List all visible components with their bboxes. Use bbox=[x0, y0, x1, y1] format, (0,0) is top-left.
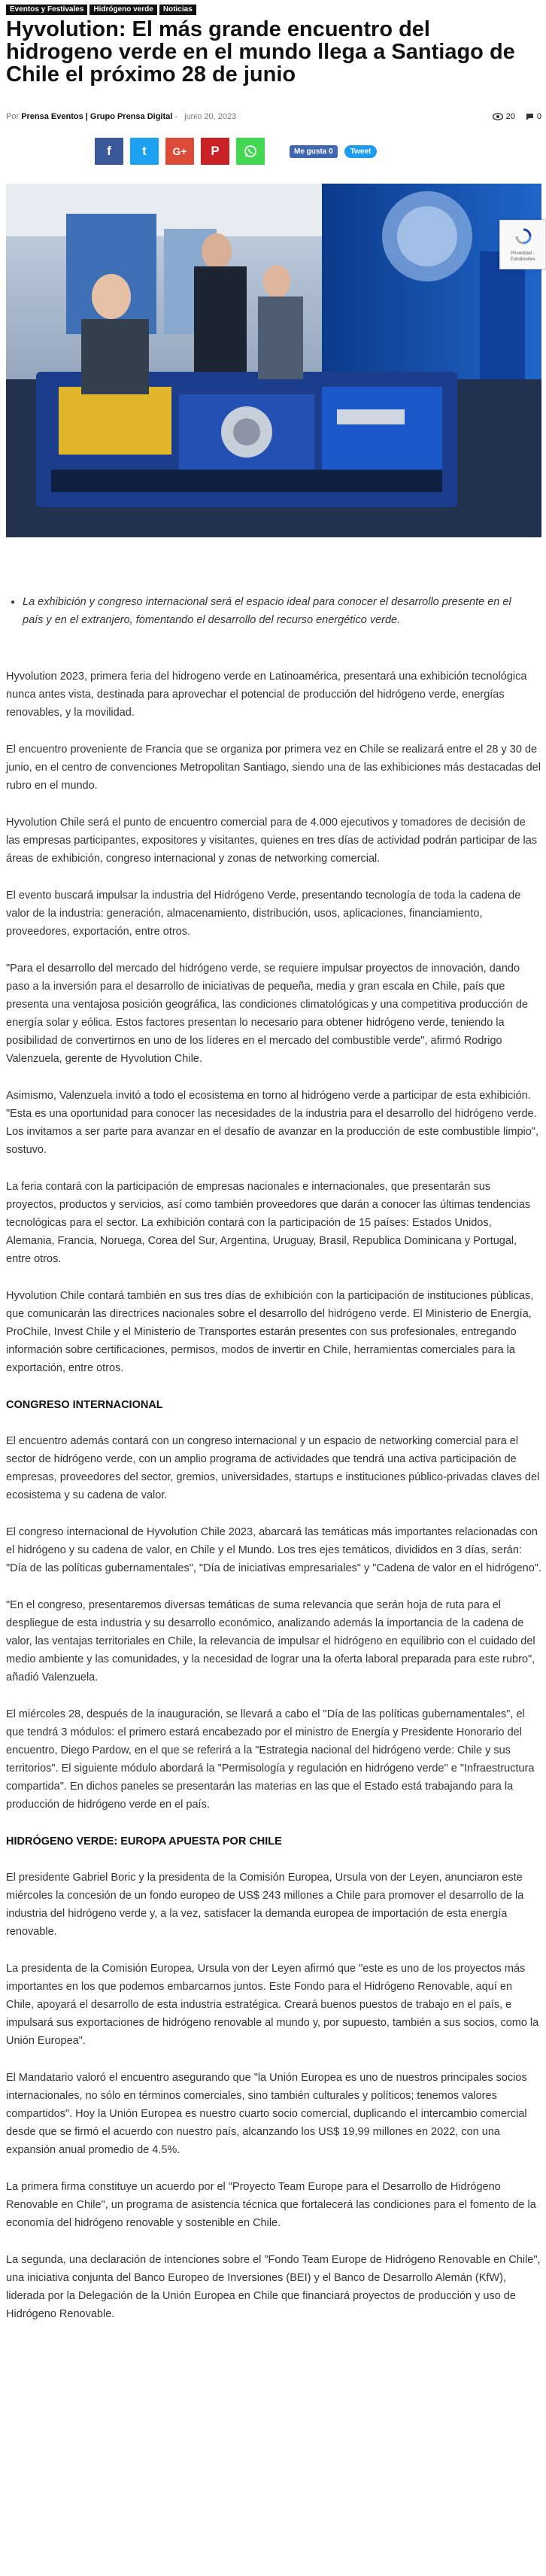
lead-bullet: • La exhibición y congreso internacional será el espacio ideal para conocer el desarrollo presente en el país y en el extranjero, fomentando el desarrollo del recurso energético verde. bbox=[23, 593, 525, 629]
pinterest-share-button[interactable] bbox=[201, 138, 229, 165]
body-paragraph: El encuentro además contará con un congreso internacional y un espacio de networking comercial para el sector de hidrógeno verde, con un amplio programa de actividades que tendrá una activa participación de empresas, proveedores del sector, gremios, universidades, startups e instituciones público-privadas claves del ecosistema y su cadena de valor. bbox=[6, 1435, 540, 1501]
share-bar bbox=[95, 138, 377, 165]
category-tags bbox=[6, 5, 196, 15]
body-paragraph: El miércoles 28, después de la inauguración, se llevará a cabo el "Día de las políticas gubernamentales", el que tendrá 3 módulos: el primero estará encabezado por el ministro de Energía y Presidente Honorario del encuentro, Diego Pardow, en el que se referirá a la "Estrategia nacional del hidrógeno verde: Chile y sus territorios". El siguiente módulo abordará la "Permisología y regulación en hidrógeno verde" e "Infraestructura compartida". En dichos paneles se presentarán las materias en las que el Estado está trabajando para la producción de hidrógeno verde en el país. bbox=[6, 1708, 535, 1811]
tag-eventos[interactable]: Eventos y Festivales bbox=[6, 5, 87, 15]
facebook-like-button[interactable]: Me gusta 0 bbox=[290, 145, 338, 158]
meta-counters bbox=[493, 112, 541, 121]
publish-date: junio 20, 2023 bbox=[184, 112, 237, 121]
body-paragraph: La primera firma constituye un acuerdo por el "Proyecto Team Europe para el Desarrollo de Hidrógeno Renovable en Chile", un programa de asistencia técnica que fortalecerá las condiciones para el fomento de la economía del hidrógeno renovable y sostenible en Chile. bbox=[6, 2181, 536, 2229]
views-counter bbox=[493, 112, 515, 121]
twitter-icon: t bbox=[142, 144, 147, 158]
recaptcha-icon bbox=[515, 228, 532, 245]
tweet-button[interactable]: Tweet bbox=[344, 145, 378, 158]
body-paragraph: "En el congreso, presentaremos diversas temáticas de suma relevancia que serán hoja de ruta para el despliegue de esta industria y su desarrollo económico, analizando además la importancia de la cadena de valor, las ventajas territoriales en Chile, la relevancia de impulsar el hidrógeno en equilibrio con el cuidado del medio ambiente y las comunidades, y la necesidad de lograr una la oferta laboral preparada para este rubro", añadió Valenzuela. bbox=[6, 1599, 535, 1683]
body-paragraph: Hyvolution 2023, primera feria del hidrogeno verde en Latinoamérica, presentará una exhibición tecnológica nunca antes vista, destinada para aprovechar el potencial de producción del hidrógeno verde, energías renovables, y la movilidad. bbox=[6, 671, 527, 719]
hero-photo-illustration bbox=[6, 184, 541, 537]
article-meta bbox=[6, 112, 541, 121]
hero-image bbox=[6, 184, 541, 537]
comment-icon bbox=[526, 113, 534, 121]
article-title: Hyvolution: El más grande encuentro del hidrogeno verde en el mundo llega a Santiago de Chile el próximo 28 de junio bbox=[6, 17, 515, 87]
comments-counter[interactable] bbox=[526, 112, 541, 121]
twitter-share-button[interactable] bbox=[130, 138, 159, 165]
article-body bbox=[6, 668, 541, 2342]
facebook-share-button[interactable] bbox=[95, 138, 123, 165]
eye-icon bbox=[493, 113, 503, 120]
pinterest-icon: P bbox=[211, 144, 220, 158]
facebook-icon: f bbox=[107, 144, 111, 158]
body-paragraph: Asimismo, Valenzuela invitó a todo el ecosistema en torno al hidrógeno verde a participar de esta exhibición. "Esta es una oportunidad para conocer las necesidades de la industria para el desarrollo del hidrógeno verde. Los invitamos a ser parte para avanzar en el desafío de avanzar en la producción de este combustible limpio", sostuvo. bbox=[6, 1090, 538, 1156]
section-heading: CONGRESO INTERNACIONAL bbox=[6, 1399, 163, 1411]
body-paragraph: La presidenta de la Comisión Europea, Ursula von der Leyen afirmó que "este es uno de los proyectos más importantes en los que podemos embarcarnos juntos. Este Fondo para el Hidrógeno Renovable, aquí en Chile, apoyará el desarrollo de esta industria estratégica. Creará buenos puestos de trabajo en el país, e impulsará sus exportaciones de hidrógeno renovable al mundo y, por supuesto, también a sus socios, como la Unión Europea". bbox=[6, 1963, 539, 2047]
body-paragraph: El presidente Gabriel Boric y la presidenta de la Comisión Europea, Ursula von der Leyen, anunciaron este miércoles la concesión de un fondo europeo de US$ 243 millones a Chile para promover el desarrollo de la industria del hidrógeno verde y, a la vez, satisfacer la demanda europea de importación de esta energía renovable. bbox=[6, 1872, 524, 1938]
googleplus-share-button[interactable] bbox=[165, 138, 194, 165]
body-paragraph: La segunda, una declaración de intenciones sobre el "Fondo Team Europe de Hidrógeno Renovable en Chile", una iniciativa conjunta del Banco Europeo de Inversiones (BEI) y el Banco de Desarrollo Alemán (KfW), liderada por la Delegación de la Unión Europea en Chile que financiará proyectos de producción y uso de Hidrógeno Renovable. bbox=[6, 2254, 541, 2320]
body-paragraph: El congreso internacional de Hyvolution Chile 2023, abarcará las temáticas más importantes relacionadas con el hidrógeno y su cadena de valor, en Chile y el Mundo. Los tres ejes temáticos, divididos en 3 días, serán: "Día de las políticas gubernamentales", "Día de iniciativas empresariales" y "Cadena de valor en el hidrógeno". bbox=[6, 1526, 541, 1574]
googleplus-icon: G+ bbox=[172, 145, 187, 157]
meta-separator: - bbox=[174, 112, 180, 121]
recaptcha-badge[interactable] bbox=[499, 220, 546, 269]
body-paragraph: El Mandatario valoró el encuentro asegurando que "la Unión Europea es uno de nuestros principales socios internacionales, no sólo en términos comerciales, sino también culturales y políticos; tenemos valores compartidos". Hoy la Unión Europea es nuestro cuarto socio comercial, duplicando el intercambio comercial desde que se firmó el acuerdo con nuestro país, alcanzando los US$ 19,99 millones en 2022, con una expansión anual promedio de 4.5%. bbox=[6, 2072, 527, 2156]
comments-count: 0 bbox=[536, 112, 541, 121]
body-paragraph: Hyvolution Chile contará también en sus tres días de exhibición con la participación de instituciones públicas, que comunicarán las directrices nacionales sobre el desarrollo del hidrógeno verde. El Ministerio de Energía, ProChile, Invest Chile y el Ministerio de Transportes estarán presentes con sus profesionales, entregando información sobre certificaciones, permisos, modos de invertir en Chile, herramientas comerciales para la exportación, entre otros. bbox=[6, 1290, 534, 1374]
whatsapp-share-button[interactable] bbox=[236, 138, 265, 165]
lead-summary bbox=[6, 593, 525, 629]
whatsapp-icon bbox=[244, 144, 257, 158]
body-paragraph: El encuentro proveniente de Francia que se organiza por primera vez en Chile se realizará entre el 28 y 30 de junio, en el centro de convenciones Metropolitan Santiago, siendo una de las exhibiciones más destacadas del rubro en el mundo. bbox=[6, 744, 541, 792]
recaptcha-text: Privacidad - Condiciones bbox=[510, 251, 535, 262]
section-heading: HIDRÓGENO VERDE: EUROPA APUESTA POR CHILE bbox=[6, 1835, 282, 1848]
by-label: Por bbox=[6, 112, 20, 121]
tag-noticias[interactable]: Noticias bbox=[159, 5, 196, 15]
body-paragraph: La feria contará con la participación de empresas nacionales e internacionales, que presentarán sus proyectos, productos y servicios, así como también proveedores que darán a conocer las últimas tendencias tecnológicas para el sector. La exhibición contará con la participación de 15 países: Estados Unidos, Alemania, Francia, Noruega, Corea del Sur, Argentina, Uruguay, Brasil, Republica Dominicana y Portugal, entre otros. bbox=[6, 1181, 531, 1265]
tag-hidrogeno[interactable]: Hidrógeno verde bbox=[89, 5, 156, 15]
body-paragraph: "Para el desarrollo del mercado del hidrógeno verde, se requiere impulsar proyectos de innovación, dando paso a la inversión para el desarrollo de iniciativas de pequeña, media y gran escala en Chile, país que presenta una ventajosa posición geográfica, las condiciones climatológicas y una competitiva producción de energía solar y eólica. Estos factores presentan lo necesario para obtener hidrógeno verde, teniendo la posibilidad de convertirnos en uno de los líderes en el mercado del combustible verde", afirmó Rodrigo Valenzuela, gerente de Hyvolution Chile. bbox=[6, 963, 528, 1065]
body-paragraph: Hyvolution Chile será el punto de encuentro comercial para de 4.000 ejecutivos y tomadores de decisión de las empresas participantes, expositores y visitantes, quienes en tres días de actividad podrán participar de las áreas de exhibición, congreso internacional y zonas de networking comercial. bbox=[6, 817, 538, 865]
views-count: 20 bbox=[505, 112, 515, 121]
body-paragraph: El evento buscará impulsar la industria del Hidrógeno Verde, presentando tecnología de toda la cadena de valor de la industria: generación, almacenamiento, distribución, usos, aplicaciones, financiamiento, proveedores, exportación, entre otros. bbox=[6, 890, 521, 938]
author-link[interactable]: Prensa Eventos | Grupo Prensa Digital bbox=[21, 112, 173, 121]
